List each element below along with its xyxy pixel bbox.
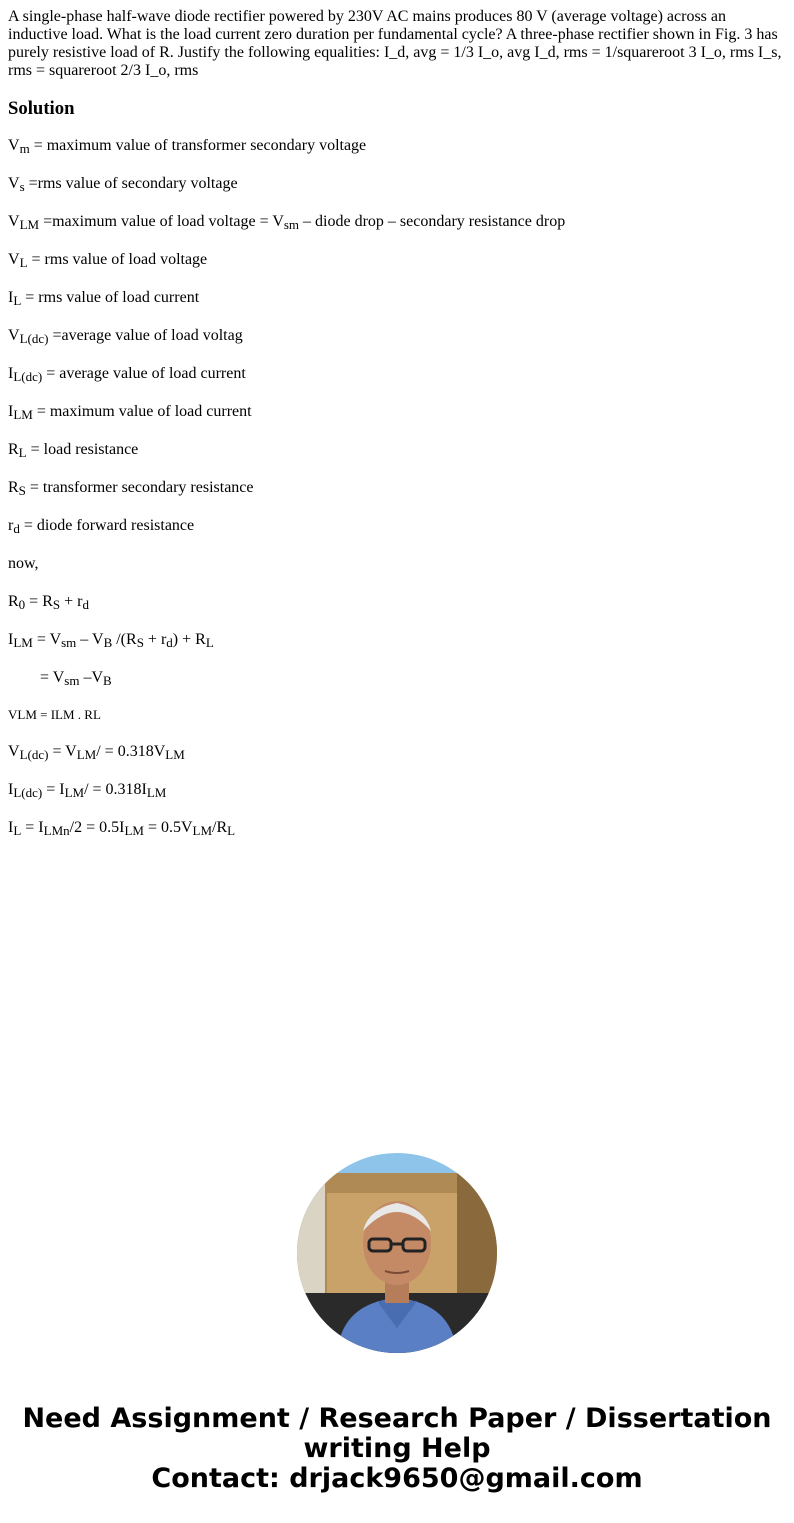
equation-ilm-continued: = $V_{sm}$ $-V_B$: [40, 669, 112, 688]
footer-line-2: writing Help: [303, 1433, 491, 1464]
document-body: [8, 8, 786, 839]
definition-line: $V_L$ = rms value of load voltage: [8, 251, 208, 270]
question-text: A single-phase half-wave diode rectifier powered by 230V AC mains produces 80 V (average voltage) across an inductive load. What is the load current zero duration per fundamental cycle? A three-phase rectifier shown in Fig. 3 has purely resistive load of R. Justify the following equalities: I_d, avg = 1/3 I_o, avg I_d, rms = 1/squareroot 3 I_o, rms I_s, rms = squareroot 2/3 I_o, rms: [8, 8, 782, 79]
definition-line: $V_s =rms$ value of secondary voltage: [8, 175, 238, 194]
definition-line: $R_S$ = transformer secondary resistance: [8, 479, 254, 498]
equation-ildc: $I_{L(dc)} = I_{LM}/ = 0.318I_{LM}$: [8, 781, 167, 800]
definition-line: $V_{L(dc)}$ =average value of load voltag: [8, 327, 243, 346]
now-label: now,: [8, 555, 39, 572]
author-photo-illustration: [297, 1153, 497, 1353]
definition-line: $V_m$ = maximum value of transformer secondary voltage: [8, 137, 367, 156]
equation-vldc: $V_{L(dc)} = V_{LM}/ = 0.318V_{LM}$: [8, 743, 185, 762]
definition-line: $I_L$ = rms value of load current: [8, 289, 200, 308]
definition-line: $V_{LM}$ =maximum value of load voltage = $V_{sm}$ – diode drop – secondary resistance drop: [8, 213, 566, 232]
definition-line: $I_{LM}$ = maximum value of load current: [8, 403, 252, 422]
author-photo: [297, 1153, 497, 1353]
footer-contact-line: Contact: drjack9650@gmail.com: [151, 1463, 643, 1494]
solution-heading: Solution: [8, 98, 75, 119]
equation-vlm: VLM = ILM . RL: [8, 707, 101, 722]
definition-line: $I_{L(dc)}$ = average value of load current: [8, 365, 246, 384]
footer-line-1: Need Assignment / Research Paper / Dissertation: [22, 1403, 772, 1434]
contact-footer: [0, 1404, 794, 1494]
definition-line: $r_d$ = diode forward resistance: [8, 517, 195, 536]
equation-r0: $R_0 = R_S + r_d$: [8, 593, 89, 612]
equation-il: $I_L = I_{LMn}/2 = 0.5I_{LM} = 0.5V_{LM}/R_L$: [8, 819, 236, 838]
definition-line: $R_L$ = load resistance: [8, 441, 139, 460]
equation-ilm: $I_{LM} = V_{sm} - V_B$ $/(R_S + r_d) + R_L$: [8, 631, 214, 650]
